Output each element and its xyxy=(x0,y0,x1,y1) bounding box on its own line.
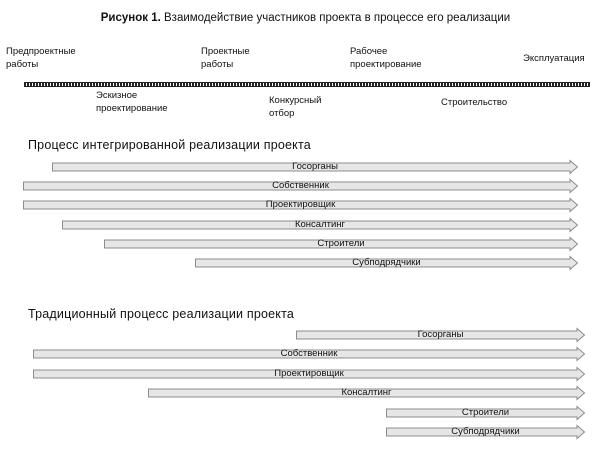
traditional-row-4 xyxy=(148,386,585,400)
phase-design: Проектные работы xyxy=(201,46,250,70)
integrated-row-5 xyxy=(104,237,578,251)
participant-label: Проектировщик xyxy=(265,199,336,211)
traditional-row-5 xyxy=(386,406,585,420)
participant-label: Проектировщик xyxy=(274,367,344,379)
figure-caption xyxy=(0,12,611,24)
participant-label: Субподрядчики xyxy=(352,257,421,268)
participant-label: Консалтинг xyxy=(294,218,345,230)
participant-label: Строители xyxy=(317,237,365,249)
integrated-row-3 xyxy=(23,198,578,212)
traditional-row-2 xyxy=(33,347,585,361)
phase-tender: Конкурсный отбор xyxy=(269,95,322,119)
caption-number: Рисунок 1. xyxy=(100,12,161,24)
integrated-row-1 xyxy=(52,160,578,174)
traditional-row-1 xyxy=(296,328,585,342)
integrated-process-title: Процесс интегрированной реализации проекта xyxy=(28,138,311,152)
participant-label: Субподрядчики xyxy=(451,426,520,437)
traditional-process-title: Традиционный процесс реализации проекта xyxy=(28,307,295,321)
participant-label: Госорганы xyxy=(417,329,464,340)
timeline-axis xyxy=(24,82,590,87)
participant-label: Строители xyxy=(461,406,510,418)
phase-operation: Эксплуатация xyxy=(523,53,585,64)
participant-label: Консалтинг xyxy=(341,387,392,399)
participant-label: Госорганы xyxy=(292,161,338,172)
integrated-row-2 xyxy=(23,179,578,193)
participant-label: Собственник xyxy=(272,180,329,192)
integrated-row-4 xyxy=(62,218,578,232)
integrated-row-6 xyxy=(195,256,578,270)
phase-working-design: Рабочее проектирование xyxy=(350,46,422,70)
caption-text: Взаимодействие участников проекта в процессе его реализации xyxy=(160,12,511,24)
traditional-row-3 xyxy=(33,367,585,381)
phase-pre-design: Предпроектные работы xyxy=(6,46,76,70)
phase-construction: Строительство xyxy=(441,97,508,108)
participant-label: Собственник xyxy=(280,348,338,360)
phase-sketch-design: Эскизное проектирование xyxy=(96,90,168,114)
traditional-row-6 xyxy=(386,425,585,439)
